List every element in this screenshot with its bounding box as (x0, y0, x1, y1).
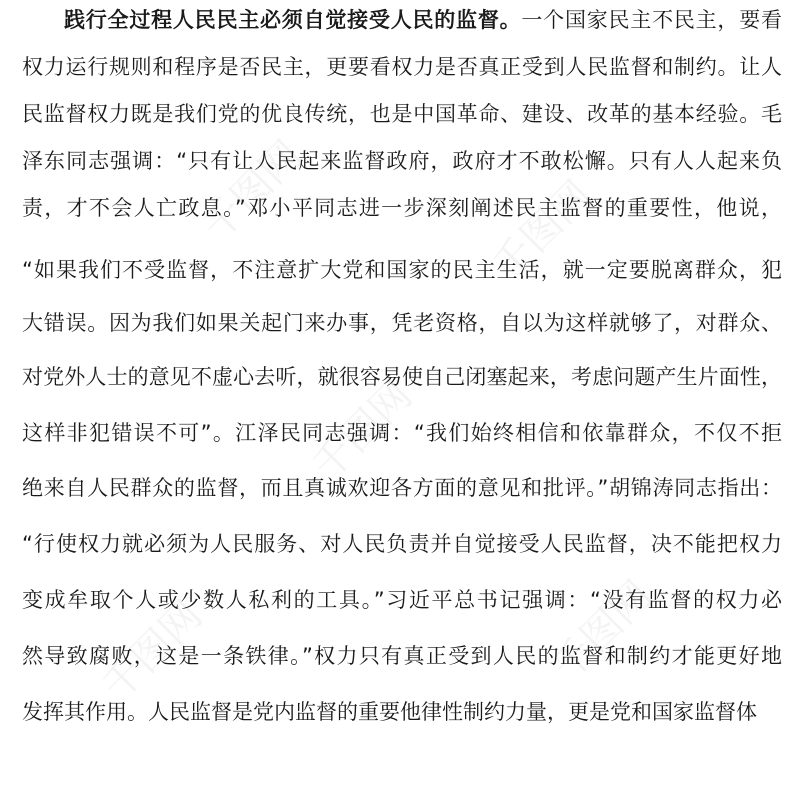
watermark: 千图网 (93, 592, 212, 710)
paragraph-line-10: 绝来自人民群众的监督，而且真诚欢迎各方面的意见和批评。”胡锦涛同志指出： (22, 476, 782, 500)
paragraph-line-12: 变成牟取个人或少数人私利的工具。”习近平总书记强调：“没有监督的权力必 (22, 588, 782, 612)
paragraph-line-7: 大错误。因为我们如果关起门来办事，凭老资格，自以为这样就够了，对群众、 (22, 311, 782, 335)
paragraph-line-1 (64, 0, 782, 40)
paragraph-line-8: 对党外人士的意见不虚心去听，就很容易使自己闭塞起来，考虑问题产生片面性， (22, 365, 782, 389)
paragraph-line-5: 责，才不会人亡政息。”邓小平同志进一步深刻阐述民主监督的重要性，他说， (22, 196, 782, 220)
paragraph-line-2: 权力运行规则和程序是否民主，更要看权力是否真正受到人民监督和制约。让人 (22, 55, 782, 79)
watermark: 千图网 (543, 572, 662, 690)
paragraph-heading: 践行全过程人民民主必须自觉接受人民的监督。 (64, 8, 522, 32)
paragraph-line-1-text: 一个国家民主不民主，要看 (521, 8, 782, 32)
paragraph-line-3: 民监督权力既是我们党的优良传统，也是中国革命、建设、改革的基本经验。毛 (22, 102, 782, 126)
paragraph-line-11: “行使权力就必须为人民服务、对人民负责并自觉接受人民监督，决不能把权力 (22, 532, 782, 556)
watermark: 千图网 (303, 372, 422, 490)
paragraph-line-13: 然导致腐败，这是一条铁律。”权力只有真正受到人民的监督和制约才能更好地 (22, 644, 782, 668)
paragraph-line-4: 泽东同志强调：“只有让人民起来监督政府，政府才不敢松懈。只有人人起来负 (22, 149, 782, 173)
paragraph-line-14: 发挥其作用。人民监督是党内监督的重要他律性制约力量，更是党和国家监督体 (22, 700, 757, 724)
watermark: 千图网 (483, 172, 602, 290)
paragraph-line-6: “如果我们不受监督，不注意扩大党和国家的民主生活，就一定要脱离群众，犯 (22, 258, 782, 282)
paragraph-line-9: 这样非犯错误不可”。江泽民同志强调：“我们始终相信和依靠群众，不仅不拒 (22, 421, 782, 445)
watermark: 千图网 (193, 132, 312, 250)
